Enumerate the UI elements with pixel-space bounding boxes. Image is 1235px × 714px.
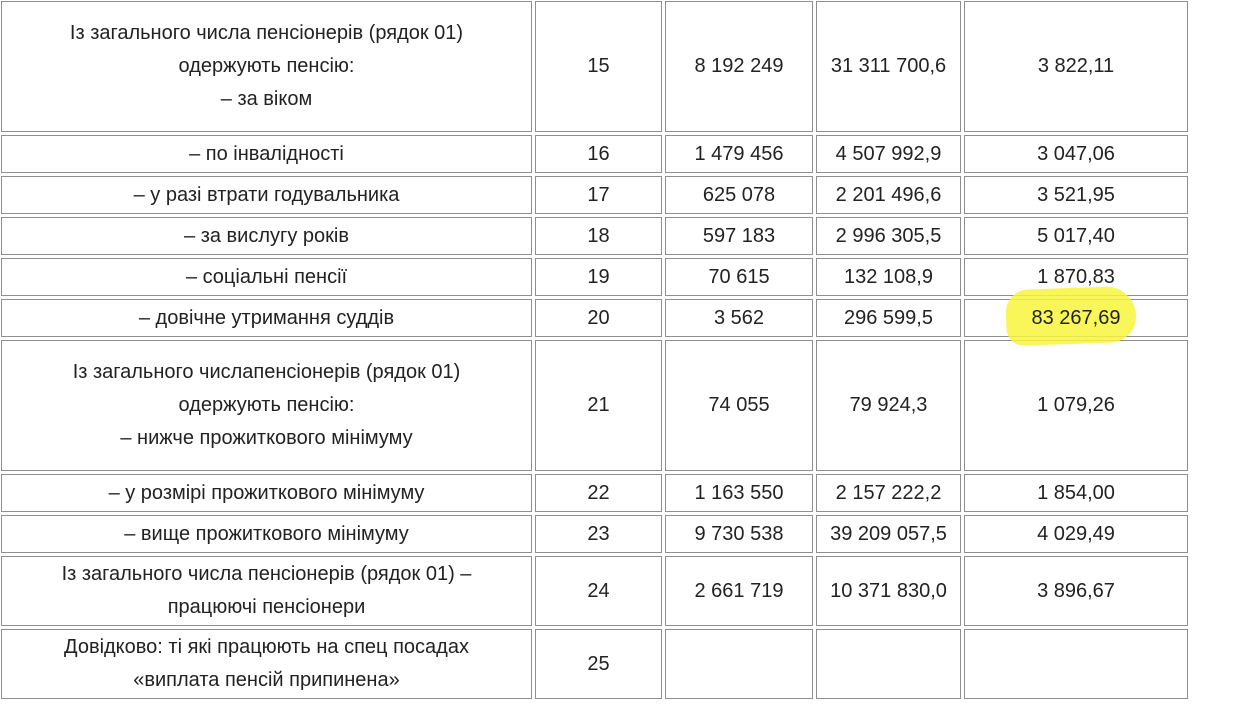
row-code-cell: 15: [535, 1, 662, 132]
row-label-cell: – по інвалідності: [1, 135, 532, 173]
row-label-cell: – за вислугу років: [1, 217, 532, 255]
row-label-cell: Із загального числа пенсіонерів (рядок 01) одержують пенсію: – за віком: [1, 1, 532, 132]
pension-total-cell: 132 108,9: [816, 258, 961, 296]
pension-total-cell: 296 599,5: [816, 299, 961, 337]
table-row: [1, 1, 1188, 132]
row-code-cell: 16: [535, 135, 662, 173]
pension-total-cell: 31 311 700,6: [816, 1, 961, 132]
row-code-cell: 23: [535, 515, 662, 553]
pensioner-count-cell: 2 661 719: [665, 556, 813, 626]
row-code-cell: 19: [535, 258, 662, 296]
table-row: [1, 299, 1188, 337]
average-pension-cell: 3 521,95: [964, 176, 1188, 214]
average-pension-cell: 4 029,49: [964, 515, 1188, 553]
table-row: [1, 340, 1188, 471]
table-body: [1, 1, 1188, 699]
pension-total-cell: 2 201 496,6: [816, 176, 961, 214]
average-pension-cell: 3 047,06: [964, 135, 1188, 173]
table-row: [1, 515, 1188, 553]
row-code-cell: 22: [535, 474, 662, 512]
row-label-cell: – довічне утримання суддів: [1, 299, 532, 337]
pension-total-cell: 4 507 992,9: [816, 135, 961, 173]
table-row: [1, 258, 1188, 296]
average-pension-cell: 3 822,11: [964, 1, 1188, 132]
pensioner-count-cell: 597 183: [665, 217, 813, 255]
row-label-cell: – у разі втрати годувальника: [1, 176, 532, 214]
pensioner-count-cell: 8 192 249: [665, 1, 813, 132]
row-label-cell: – у розмірі прожиткового мінімуму: [1, 474, 532, 512]
highlighted-value: 83 267,69: [1032, 302, 1121, 335]
row-code-cell: 24: [535, 556, 662, 626]
pensioner-count-cell: 625 078: [665, 176, 813, 214]
pensioner-count-cell: 74 055: [665, 340, 813, 471]
pension-total-cell: 79 924,3: [816, 340, 961, 471]
pensioner-count-cell: 1 479 456: [665, 135, 813, 173]
row-code-cell: 20: [535, 299, 662, 337]
pension-total-cell: 39 209 057,5: [816, 515, 961, 553]
pension-total-cell: [816, 629, 961, 699]
table-row: [1, 556, 1188, 626]
average-pension-cell: 1 870,83: [964, 258, 1188, 296]
row-label-cell: – соціальні пенсії: [1, 258, 532, 296]
average-pension-cell: 5 017,40: [964, 217, 1188, 255]
pension-total-cell: 2 157 222,2: [816, 474, 961, 512]
pension-total-cell: 2 996 305,5: [816, 217, 961, 255]
row-code-cell: 17: [535, 176, 662, 214]
table-row: [1, 217, 1188, 255]
average-pension-cell: 3 896,67: [964, 556, 1188, 626]
table-row: [1, 629, 1188, 699]
pension-total-cell: 10 371 830,0: [816, 556, 961, 626]
pensioner-count-cell: 70 615: [665, 258, 813, 296]
row-label-cell: – вище прожиткового мінімуму: [1, 515, 532, 553]
table-row: [1, 176, 1188, 214]
table-row: [1, 135, 1188, 173]
pensioner-count-cell: 9 730 538: [665, 515, 813, 553]
row-code-cell: 25: [535, 629, 662, 699]
average-pension-cell: [964, 299, 1188, 337]
row-label-cell: Із загального числапенсіонерів (рядок 01) одержують пенсію: – нижче прожиткового мінімуму: [1, 340, 532, 471]
row-code-cell: 21: [535, 340, 662, 471]
pensioner-count-cell: 3 562: [665, 299, 813, 337]
pensioner-count-cell: 1 163 550: [665, 474, 813, 512]
row-label-cell: Із загального числа пенсіонерів (рядок 01) – працюючі пенсіонери: [1, 556, 532, 626]
pensioner-count-cell: [665, 629, 813, 699]
average-pension-cell: 1 854,00: [964, 474, 1188, 512]
average-pension-cell: 1 079,26: [964, 340, 1188, 471]
row-code-cell: 18: [535, 217, 662, 255]
row-label-cell: Довідково: ті які працюють на спец посадах «виплата пенсій припинена»: [1, 629, 532, 699]
average-pension-cell: [964, 629, 1188, 699]
table-row: [1, 474, 1188, 512]
